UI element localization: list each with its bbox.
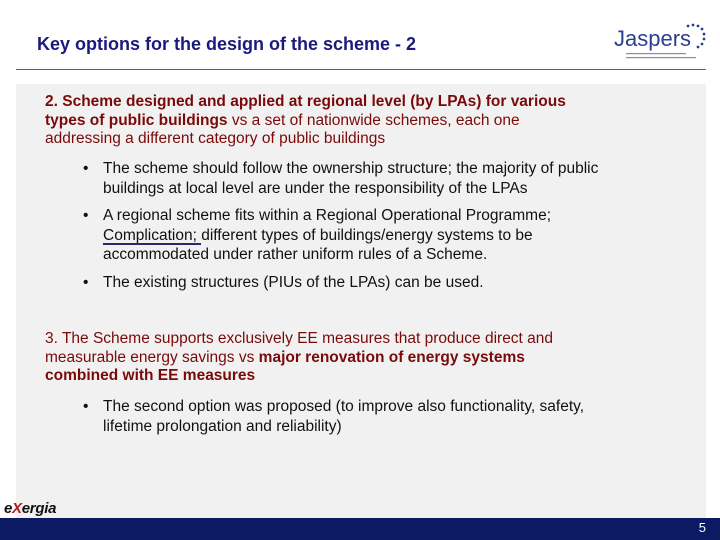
section3-lead bbox=[45, 330, 665, 386]
section3-bullet-line2: lifetime prolongation and reliability) bbox=[103, 417, 342, 435]
bullet-2-line1: A regional scheme fits within a Regional Operational Programme; bbox=[103, 207, 552, 224]
bullet-2-line3: accommodated under rather uniform rules of a Scheme. bbox=[103, 246, 488, 263]
bullet-3-line1: The existing structures (PIUs of the LPAs) can be used. bbox=[103, 274, 484, 291]
section3-line3-bold: combined with EE measures bbox=[45, 367, 256, 384]
section3-line2-plain: measurable energy savings vs bbox=[45, 348, 259, 366]
page-number: 5 bbox=[698, 520, 706, 535]
section2-lead bbox=[45, 93, 665, 149]
bullet-dot-icon: • bbox=[83, 207, 89, 224]
section2-lead-line2-bold: types of public buildings bbox=[45, 111, 228, 129]
section3-bullet-line1: The second option was proposed (to improve also functionality, safety, bbox=[103, 398, 585, 415]
title-divider bbox=[16, 69, 706, 70]
bullet-dot-icon: • bbox=[83, 274, 89, 291]
complication-label: Complication; bbox=[103, 226, 197, 244]
content-panel bbox=[16, 84, 706, 518]
bullet-dot-icon: • bbox=[83, 398, 89, 415]
jaspers-logo bbox=[612, 16, 712, 70]
section3-line1: 3. The Scheme supports exclusively EE measures that produce direct and bbox=[45, 330, 554, 347]
slide-title: Key options for the design of the scheme - 2 bbox=[37, 34, 417, 54]
bullet-1-line1: The scheme should follow the ownership structure; the majority of public bbox=[103, 160, 599, 177]
exergia-logo: eXergia bbox=[4, 500, 57, 517]
section2-lead-line3: addressing a different category of public buildings bbox=[45, 130, 386, 147]
footer-bar bbox=[0, 518, 720, 540]
section2-lead-line2-rest: vs a set of nationwide schemes, each one bbox=[227, 111, 520, 129]
bullet-dot-icon: • bbox=[83, 160, 89, 177]
bullet-2-line2-rest: different types of buildings/energy systems to be bbox=[196, 226, 533, 244]
section2-lead-line1: 2. Scheme designed and applied at regional level (by LPAs) for various bbox=[45, 93, 566, 110]
bullet-1-line2: buildings at local level are under the responsibility of the LPAs bbox=[103, 179, 528, 197]
section3-line2-bold: major renovation of energy systems bbox=[258, 348, 525, 366]
logo-wordmark: Jaspers bbox=[614, 26, 692, 51]
